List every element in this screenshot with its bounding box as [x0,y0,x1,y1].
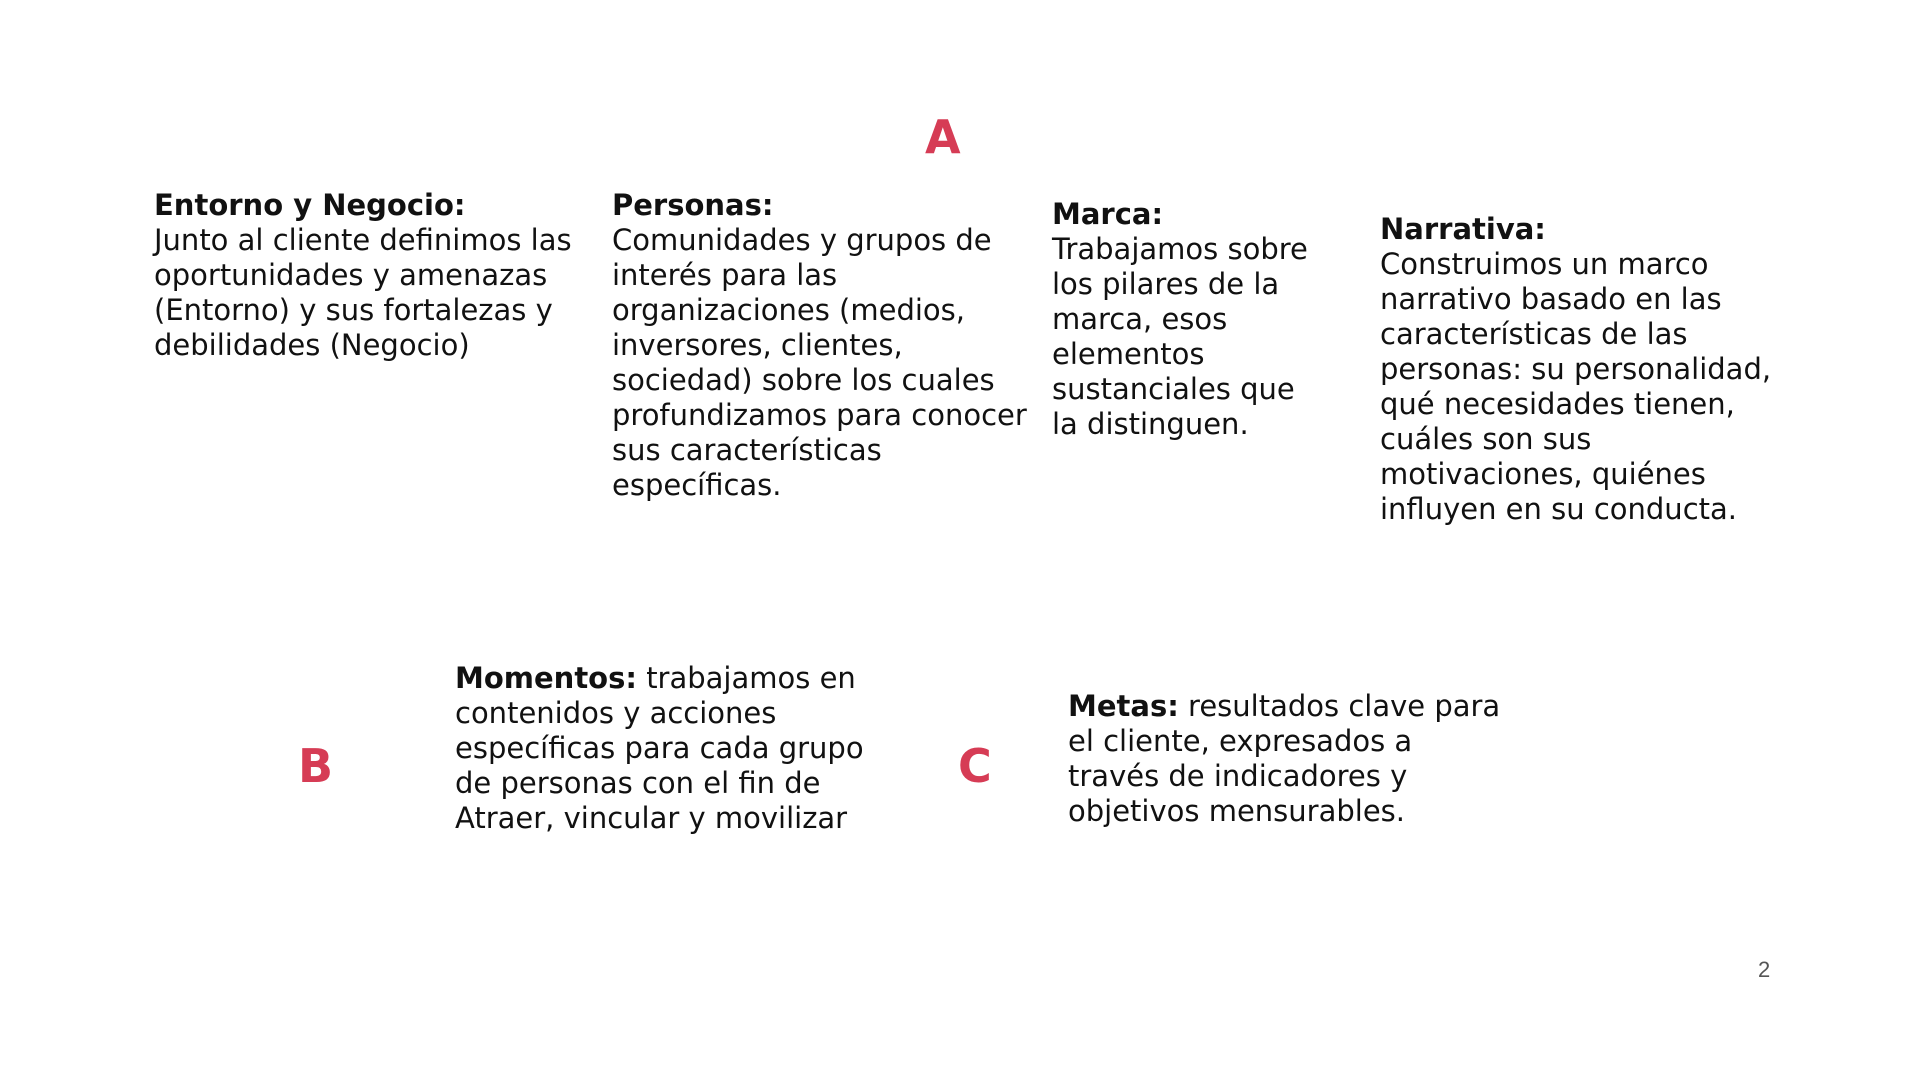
column-entorno-negocio [154,188,604,363]
section-metas [1068,689,1508,829]
column-text: Junto al cliente definimos las oportunidades y amenazas (Entorno) y sus fortalezas y debilidades (Negocio) [154,223,572,362]
section-text: resultados clave para el cliente, expresados a través de indicadores y objetivos mensurables. [1068,689,1501,828]
section-letter-b: B [298,739,334,793]
section-heading: Metas: [1068,689,1179,723]
section-text: trabajamos en contenidos y acciones específicas para cada grupo de personas con el fin de Atraer, vincular y movilizar [455,661,864,835]
column-heading: Marca: [1052,197,1164,231]
column-heading: Narrativa: [1380,212,1546,246]
section-momentos [455,661,895,836]
section-heading: Momentos: [455,661,637,695]
section-letter-a: A [925,110,961,164]
column-text: Comunidades y grupos de interés para las organizaciones (medios, inversores, clientes, sociedad) sobre los cuales profundizamos para conocer sus características específicas. [612,223,1027,502]
column-narrativa [1380,212,1800,527]
column-marca [1052,197,1322,442]
column-heading: Entorno y Negocio: [154,188,466,222]
section-letter-c: C [958,739,992,793]
column-personas [612,188,1032,503]
column-text: Construimos un marco narrativo basado en las características de las personas: su personalidad, qué necesidades tienen, cuáles son sus motivaciones, quiénes influyen en su conducta. [1380,247,1772,526]
page-number: 2 [1758,957,1771,982]
column-text: Trabajamos sobre los pilares de la marca, esos elementos sustanciales que la distinguen. [1052,232,1308,441]
column-heading: Personas: [612,188,774,222]
